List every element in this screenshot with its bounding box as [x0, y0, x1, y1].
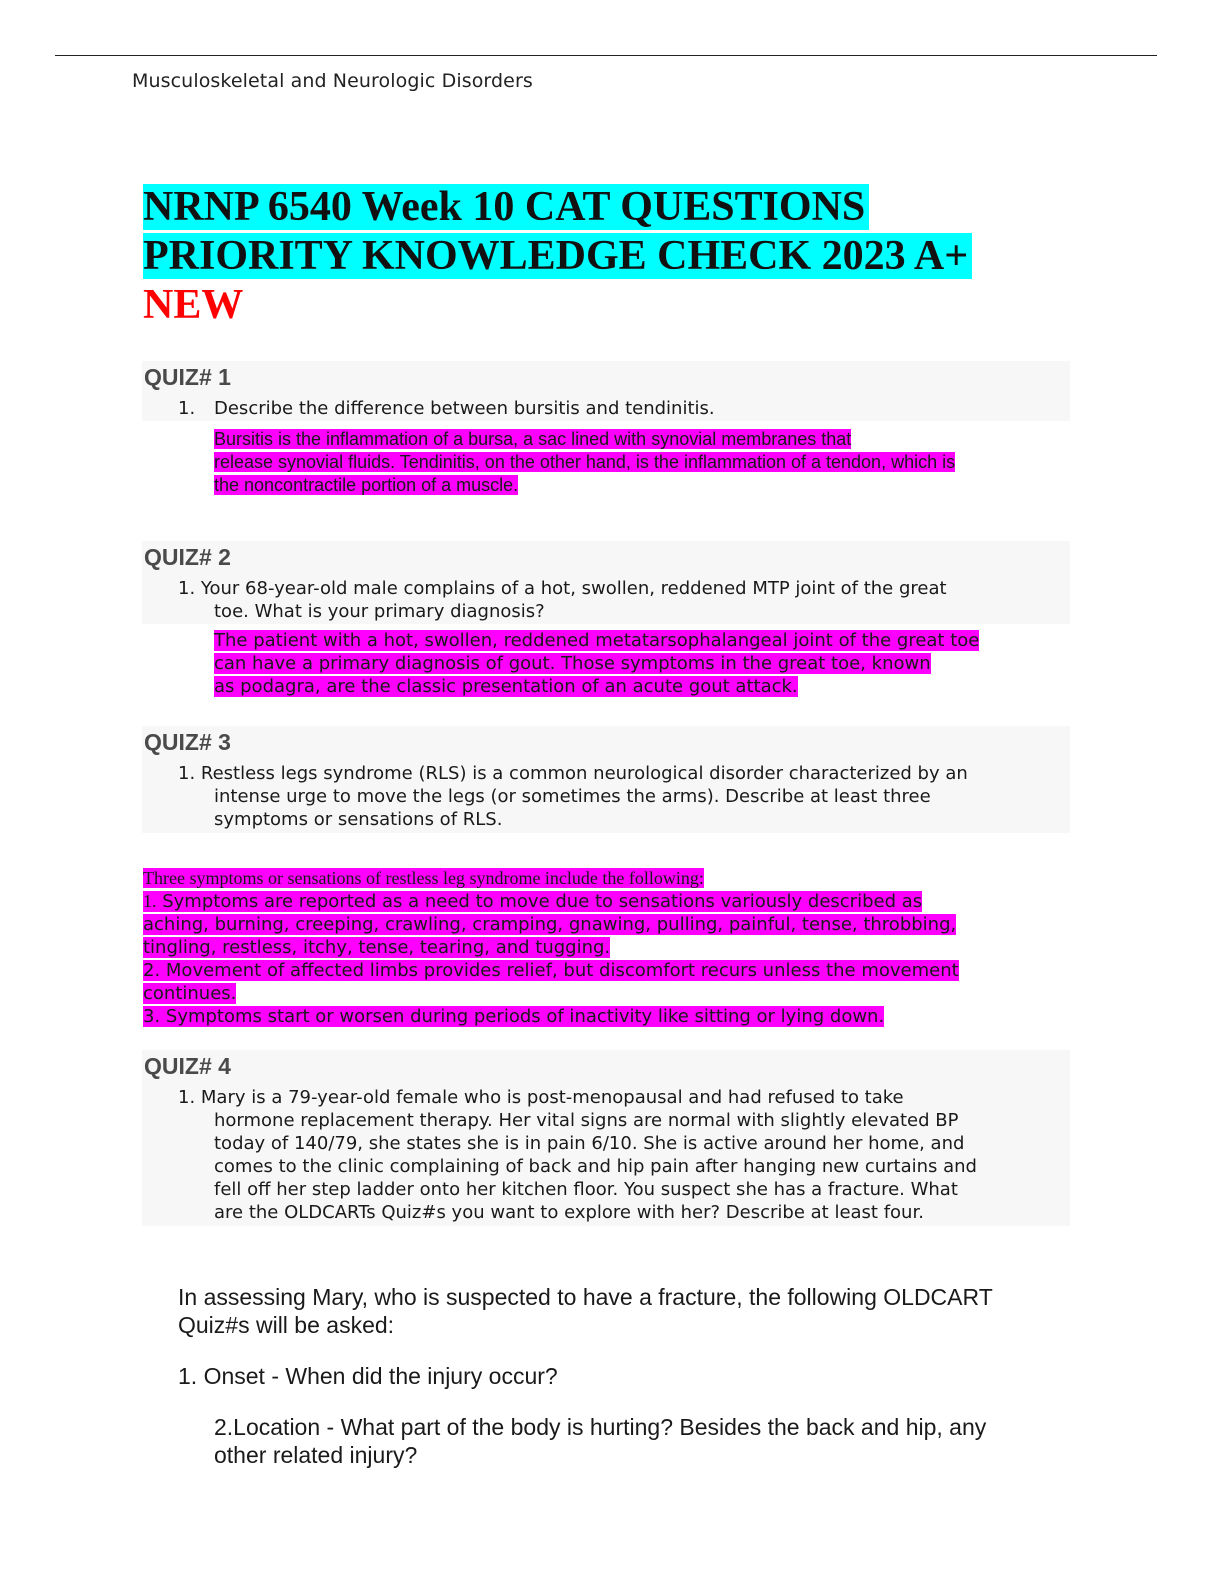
title-line-1: NRNP 6540 Week 10 CAT QUESTIONS	[143, 184, 869, 230]
quiz-4-heading: QUIZ# 4	[144, 1053, 231, 1079]
quiz-2-heading: QUIZ# 2	[144, 544, 231, 570]
quiz-4-question-line: today of 140/79, she states she is in pain 6/10. She is active around her home, and	[214, 1133, 965, 1154]
quiz-4-question-line: fell off her step ladder onto her kitchen floor. You suspect she has a fracture. What	[214, 1179, 958, 1200]
quiz-4-question-line: 1. Mary is a 79-year-old female who is post-menopausal and had refused to take	[178, 1087, 904, 1108]
quiz-4-onset	[178, 1362, 558, 1390]
quiz-4-location	[214, 1413, 986, 1469]
quiz-4-question-line: hormone replacement therapy. Her vital signs are normal with slightly elevated BP	[214, 1110, 959, 1131]
quiz-1-answer-line: Bursitis is the inflammation of a bursa, a sac lined with synovial membranes that	[214, 429, 852, 449]
running-header: Musculoskeletal and Neurologic Disorders	[132, 70, 533, 92]
quiz-3-answer-line: 2. Movement of affected limbs provides relief, but discomfort recurs unless the movement	[143, 960, 959, 981]
quiz-3-answer-intro: Three symptoms or sensations of restless leg syndrome include the following:	[143, 868, 704, 888]
quiz-3-question-line: symptoms or sensations of RLS.	[214, 809, 503, 830]
quiz-3-answer-line: continues.	[143, 983, 237, 1004]
quiz-4-answer-intro-line: Quiz#s will be asked:	[178, 1312, 395, 1338]
quiz-2-answer	[214, 629, 979, 698]
title-line-2: PRIORITY KNOWLEDGE CHECK 2023 A+	[143, 233, 972, 279]
quiz-3-answer	[143, 867, 959, 1028]
quiz-3-question	[178, 762, 968, 831]
quiz-2-answer-line: can have a primary diagnosis of gout. Those symptoms in the great toe, known	[214, 653, 931, 674]
quiz-3-answer-line: 3. Symptoms start or worsen during periods of inactivity like sitting or lying down.	[143, 1006, 885, 1027]
quiz-2-question-line: 1. Your 68-year-old male complains of a hot, swollen, reddened MTP joint of the great	[178, 578, 947, 599]
header-rule	[55, 55, 1157, 56]
quiz-2-question	[178, 577, 947, 623]
quiz-3-answer-line: aching, burning, creeping, crawling, cramping, gnawing, pulling, painful, tense, throbbing,	[143, 914, 957, 935]
quiz-1-answer-line: release synovial fluids. Tendinitis, on the other hand, is the inflammation of a tendon, which is	[214, 452, 956, 472]
quiz-2-answer-line: The patient with a hot, swollen, reddened metatarsophalangeal joint of the great toe	[214, 630, 980, 651]
quiz-3-answer-line: tingling, restless, itchy, tense, tearing, and tugging.	[143, 937, 611, 958]
quiz-1-answer	[214, 428, 955, 497]
quiz-4-onset-line: 1. Onset - When did the injury occur?	[178, 1363, 558, 1389]
quiz-3-question-line: 1. Restless legs syndrome (RLS) is a common neurological disorder characterized by an	[178, 763, 968, 784]
quiz-2-question-line: toe. What is your primary diagnosis?	[214, 601, 545, 622]
quiz-4-location-line: 2.Location - What part of the body is hurting? Besides the back and hip, any	[214, 1414, 987, 1440]
quiz-4-answer-intro	[178, 1283, 993, 1339]
quiz-1-question	[178, 397, 715, 420]
quiz-3-heading: QUIZ# 3	[144, 729, 231, 755]
quiz-4-question	[178, 1086, 977, 1224]
quiz-2-answer-line: as podagra, are the classic presentation of an acute gout attack.	[214, 676, 798, 697]
quiz-4-question-line: are the OLDCARTs Quiz#s you want to explore with her? Describe at least four.	[214, 1202, 924, 1223]
quiz-4-answer-intro-line: In assessing Mary, who is suspected to have a fracture, the following OLDCART	[178, 1284, 993, 1310]
quiz-4-question-line: comes to the clinic complaining of back and hip pain after hanging new curtains and	[214, 1156, 977, 1177]
document-title	[143, 183, 1063, 330]
new-label: NEW	[143, 282, 244, 328]
quiz-1-question-number: 1.	[178, 398, 196, 419]
quiz-3-answer-line: Symptoms are reported as a need to move due to sensations variously described as	[156, 891, 923, 912]
quiz-3-answer-item-number: 1.	[143, 891, 157, 911]
quiz-3-question-line: intense urge to move the legs (or sometimes the arms). Describe at least three	[214, 786, 931, 807]
quiz-1-heading: QUIZ# 1	[144, 364, 231, 390]
quiz-4-location-line: other related injury?	[214, 1442, 418, 1468]
quiz-1-answer-line: the noncontractile portion of a muscle.	[214, 475, 519, 495]
quiz-1-question-text: Describe the difference between bursitis and tendinitis.	[214, 398, 715, 419]
